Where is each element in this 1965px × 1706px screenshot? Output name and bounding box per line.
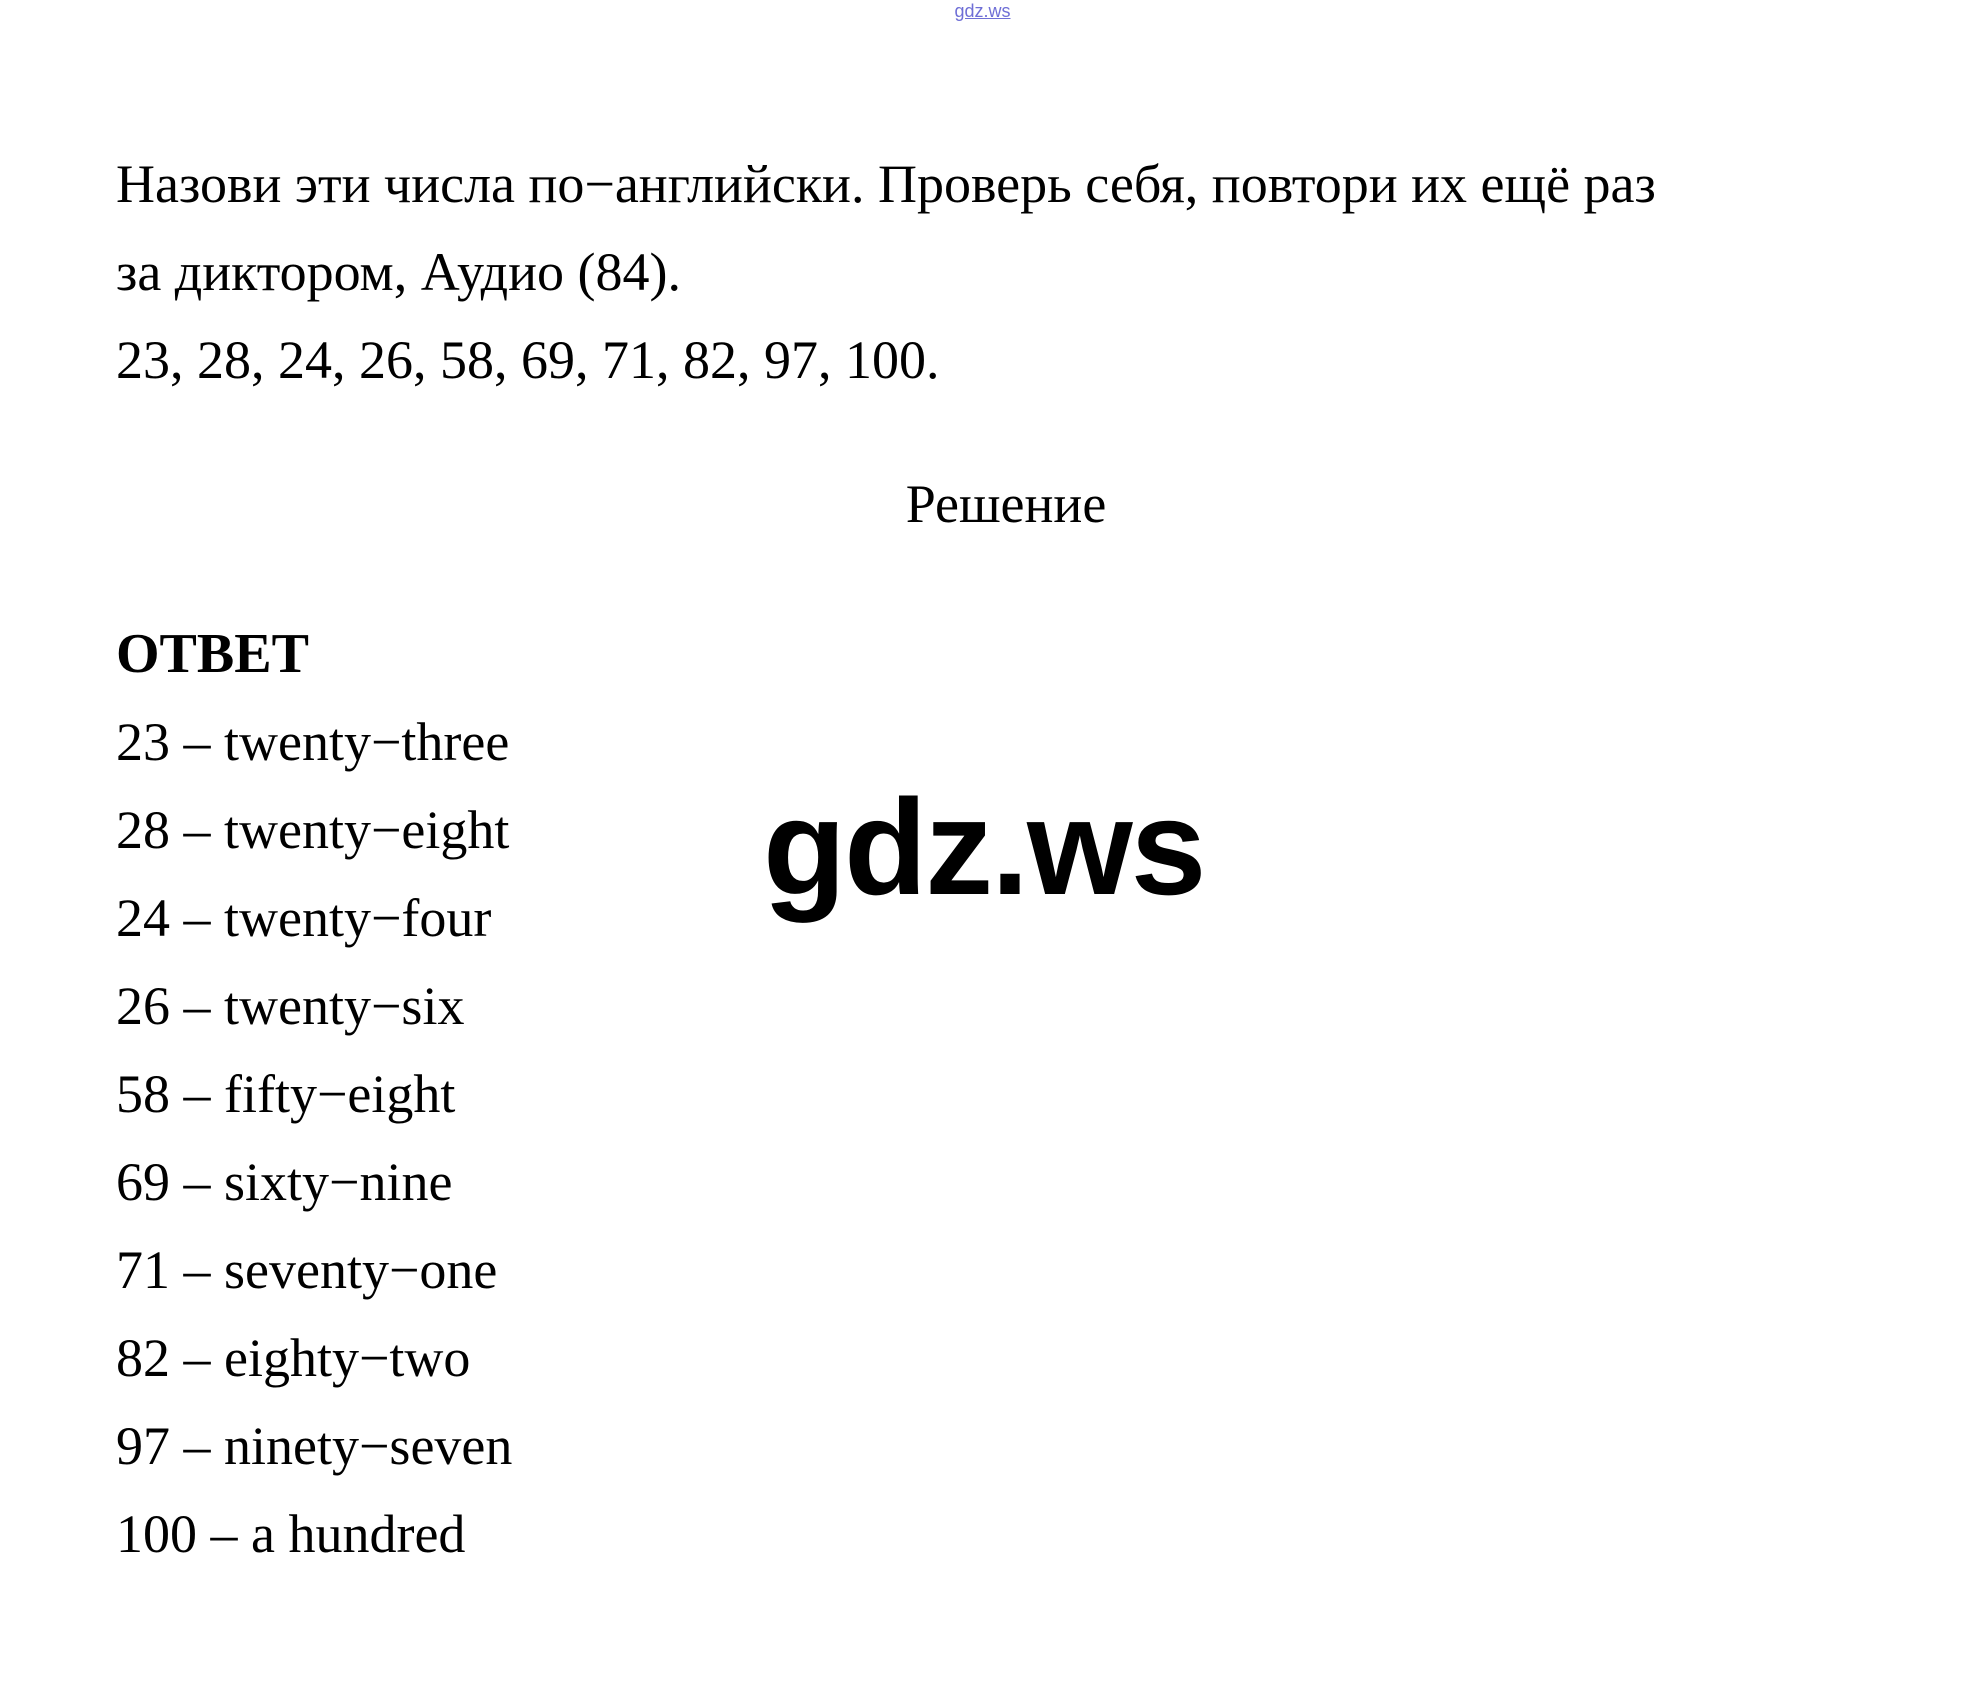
answer-list xyxy=(116,710,512,1590)
answer-item: 100 – a hundred xyxy=(116,1504,466,1564)
task-text-line-2: за диктором, Аудио (84). xyxy=(116,242,681,302)
answer-item: 58 – fifty−eight xyxy=(116,1064,456,1124)
answer-item: 23 – twenty−three xyxy=(116,712,510,772)
task-numbers-line: 23, 28, 24, 26, 58, 69, 71, 82, 97, 100. xyxy=(116,330,940,390)
answer-item: 69 – sixty−nine xyxy=(116,1152,453,1212)
answer-item: 28 – twenty−eight xyxy=(116,800,510,860)
answer-label: ОТВЕТ xyxy=(116,623,309,685)
solution-heading: Решение xyxy=(905,474,1107,534)
answer-item: 71 – seventy−one xyxy=(116,1240,498,1300)
answer-item: 24 – twenty−four xyxy=(116,888,492,948)
answer-item: 97 – ninety−seven xyxy=(116,1416,513,1476)
center-watermark: gdz.ws xyxy=(763,771,1205,923)
answer-item: 26 – twenty−six xyxy=(116,976,465,1036)
task-text-line-1: Назови эти числа по−английски. Проверь себя, повтори их ещё раз xyxy=(116,154,1656,214)
answer-item: 82 – eighty−two xyxy=(116,1328,471,1388)
top-watermark-link[interactable]: gdz.ws xyxy=(954,1,1011,21)
